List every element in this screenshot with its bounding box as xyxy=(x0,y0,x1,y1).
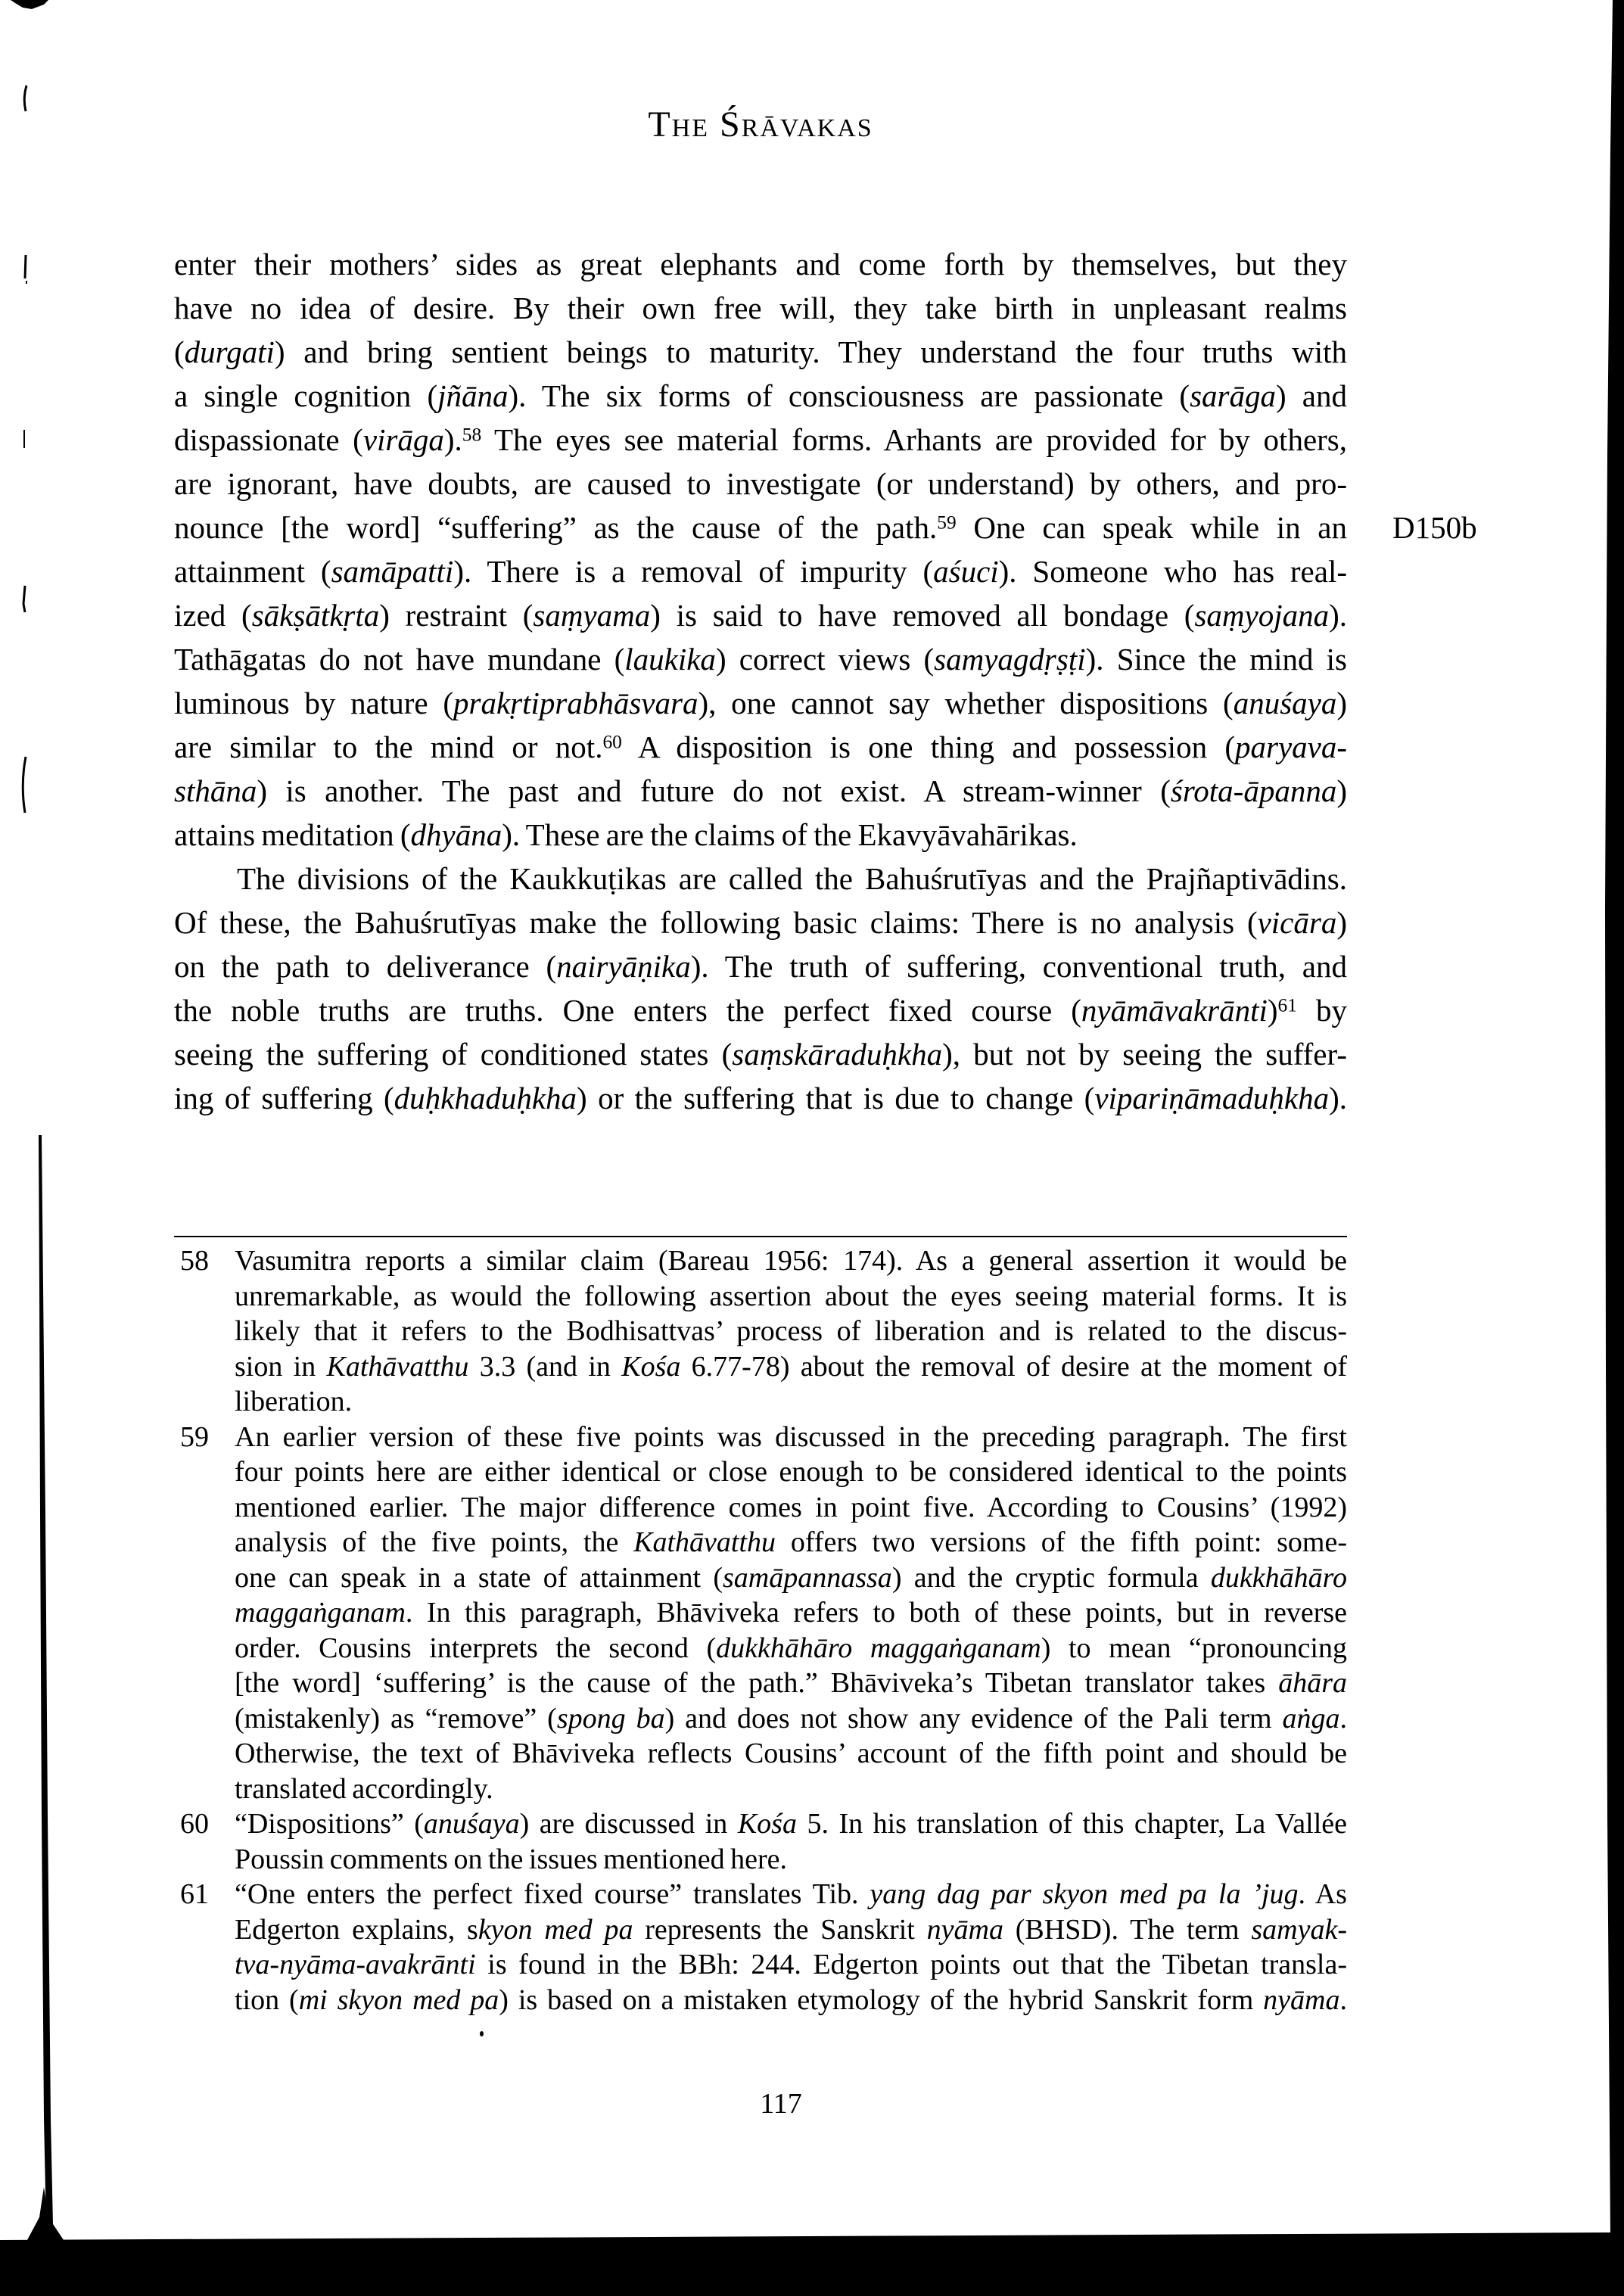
italic-term: vipariṇāmaduḥkha xyxy=(1094,1081,1330,1115)
margin-mark xyxy=(26,281,27,284)
text-line: Edgerton explains, skyon med pa represents the Sanskrit nyāma (BHSD). The term samyak- xyxy=(235,1913,1347,1946)
italic-term: āhāra xyxy=(1278,1667,1347,1699)
text-line: nounce [the word] “suffering” as the cause of the path.$^{59}$ One can speak while in an xyxy=(174,510,1347,545)
italic-term: virāga xyxy=(362,422,444,457)
italic-term: laukika xyxy=(624,642,716,677)
italic-term: Kośa xyxy=(621,1350,681,1383)
text-line: the noble truths are truths. One enters the perfect fixed course (nyāmāvakrānti)$^{61}$ by xyxy=(174,993,1347,1028)
text-line: (mistakenly) as “remove” (spong ba) and does not show any evidence of the Pali term aṅga. xyxy=(235,1702,1348,1734)
text-line: Otherwise, the text of Bhāviveka reflects Cousins’ account of the fifth point and should be xyxy=(235,1738,1347,1769)
italic-term: prakṛtiprabhāsvara xyxy=(453,686,698,720)
bottom-left-shadow-spike xyxy=(27,2187,64,2240)
footnote-number: 59 xyxy=(180,1420,209,1453)
italic-term: mi skyon med pa xyxy=(298,1983,499,2016)
text-line: order. Cousins interprets the second (dukkhāhāro maggaṅganam) to mean “pronouncing xyxy=(235,1632,1347,1664)
footnote-separator xyxy=(174,1236,1347,1237)
italic-term: nairyāṇika xyxy=(556,949,691,984)
text-line: “Dispositions” (anuśaya) are discussed in Kośa 5. In his translation of this chapter, La Vallée xyxy=(235,1808,1347,1840)
italic-term: sthāna xyxy=(174,773,257,808)
italic-term: jñāna xyxy=(437,378,509,413)
text-line: on the path to deliverance (nairyāṇika). The truth of suffering, conventional truth, and xyxy=(174,949,1347,984)
italic-term: samāpannassa xyxy=(723,1561,892,1594)
text-line: one can speak in a state of attainment (samāpannassa) and the cryptic formula dukkhāhāro xyxy=(235,1561,1347,1594)
italic-term: śrota-āpanna xyxy=(1170,773,1337,808)
italic-term: duḥkhaduḥkha xyxy=(394,1081,577,1115)
text-line: Vasumitra reports a similar claim (Bareau 1956: 174). As a general assertion it would be xyxy=(235,1245,1347,1277)
italic-term: anuśaya xyxy=(1233,686,1337,720)
left-binding-edge-line xyxy=(39,1135,53,2225)
text-line: a single cognition (jñāna). The six forms of consciousness are passionate (sarāga) and xyxy=(174,378,1347,413)
footnote-text xyxy=(235,1806,1347,1877)
text-line: seeing the suffering of conditioned states (saṃskāraduḥkha), but not by seeing the suffer- xyxy=(174,1037,1347,1072)
italic-term: saṃyama xyxy=(533,598,651,633)
footnote-reference: 59 xyxy=(937,512,957,534)
text-line: unremarkable, as would the following assertion about the eyes seeing material forms. It is xyxy=(235,1280,1347,1312)
text-line: attainment (samāpatti). There is a removal of impurity (aśuci). Someone who has real- xyxy=(174,554,1347,589)
italic-term: durgati xyxy=(184,334,275,369)
footnote xyxy=(174,1243,1347,1420)
text-line: [the word] ‘suffering’ is the cause of the path.” Bhāviveka’s Tibetan translator takes āhāra xyxy=(235,1667,1347,1699)
text-line: Of these, the Bahuśrutīyas make the following basic claims: There is no analysis (vicāra) xyxy=(174,905,1347,940)
footnote xyxy=(174,1877,1347,2018)
text-line: tion (mi skyon med pa) is based on a mistaken etymology of the hybrid Sanskrit form nyāma. xyxy=(235,1983,1347,2016)
footnote-text xyxy=(235,1243,1347,1420)
italic-term: nyāma xyxy=(1263,1983,1340,2016)
text-line: An earlier version of these five points was discussed in the preceding paragraph. The first xyxy=(235,1420,1347,1453)
italic-term: sarāga xyxy=(1190,378,1276,413)
text-line: four points here are either identical or close enough to be considered identical to the points xyxy=(235,1456,1347,1488)
text-line: “One enters the perfect fixed course” translates Tib. yang dag par skyon med pa la ’jug. As xyxy=(235,1878,1347,1910)
stray-ink-dot xyxy=(480,2031,484,2036)
footnote-text xyxy=(235,1877,1347,2018)
text-line: translated accordingly. xyxy=(235,1772,493,1805)
italic-term: nyāmāvakrānti xyxy=(1081,993,1268,1028)
italic-term: saṃyojana xyxy=(1194,598,1330,633)
italic-term: spong ba xyxy=(556,1702,665,1734)
footnote-reference: 61 xyxy=(1277,994,1297,1016)
text-line: are similar to the mind or not.$^{60}$ A disposition is one thing and possession (paryava- xyxy=(174,730,1347,764)
paragraph xyxy=(174,857,1347,1120)
text-line: attains meditation (dhyāna). These are the claims of the Ekavyāvahārikas. xyxy=(174,817,1078,852)
text-line: ized (sākṣātkṛta) restraint (saṃyama) is said to have removed all bondage (saṃyojana). xyxy=(174,598,1347,633)
italic-term: Kośa xyxy=(737,1808,797,1840)
text-line: enter their mothers’ sides as great elephants and come forth by themselves, but they xyxy=(174,247,1347,282)
footnote xyxy=(174,1420,1347,1807)
footnote-reference: 58 xyxy=(462,424,482,446)
italic-term: sākṣātkṛta xyxy=(251,598,380,633)
text-line: are ignorant, have doubts, are caused to investigate (or understand) by others, and pro- xyxy=(174,466,1347,501)
text-line: luminous by nature (prakṛtiprabhāsvara), one cannot say whether dispositions (anuśaya) xyxy=(174,686,1347,720)
italic-term: maggaṅganam xyxy=(235,1597,406,1629)
italic-term: aśuci xyxy=(933,554,999,589)
italic-term: aṅga xyxy=(1282,1702,1340,1734)
footnote xyxy=(174,1806,1347,1877)
text-line: analysis of the five points, the Kathāvatthu offers two versions of the fifth point: some- xyxy=(235,1526,1347,1558)
italic-term: yang dag par skyon med pa la ’jug xyxy=(870,1878,1299,1910)
text-line: ing of suffering (duḥkhaduḥkha) or the suffering that is due to change (vipariṇāmaduḥkha). xyxy=(174,1081,1347,1115)
paragraph xyxy=(174,242,1347,857)
footnote-reference: 60 xyxy=(602,731,622,753)
italic-term: vicāra xyxy=(1257,905,1337,940)
italic-term: dhyāna xyxy=(410,817,502,852)
italic-term: tva-nyāma-avakrānti xyxy=(235,1949,476,1980)
text-line: The divisions of the Kaukkuṭikas are called the Bahuśrutīyas and the Prajñaptivādins. xyxy=(237,861,1347,896)
italic-term: Kathāvatthu xyxy=(633,1526,776,1558)
text-line: tva-nyāma-avakrānti is found in the BBh: 244. Edgerton points out that the Tibetan transla- xyxy=(235,1949,1347,1980)
footnote-number: 61 xyxy=(180,1878,209,1910)
page-number: 117 xyxy=(760,2088,802,2120)
text-line: sthāna) is another. The past and future do not exist. A stream-winner (śrota-āpanna) xyxy=(174,773,1347,808)
italic-term: dukkhāhāro maggaṅganam xyxy=(716,1632,1041,1664)
text-line: (durgati) and bring sentient beings to maturity. They understand the four truths with xyxy=(174,334,1347,369)
margin-mark xyxy=(23,586,25,612)
text-line: sion in Kathāvatthu 3.3 (and in Kośa 6.77-78) about the removal of desire at the moment of xyxy=(235,1350,1348,1383)
footnote-number: 60 xyxy=(180,1808,209,1840)
margin-mark xyxy=(25,255,26,278)
right-edge-shadow xyxy=(1605,0,1624,2296)
footnote-number: 58 xyxy=(180,1245,209,1277)
margin-mark xyxy=(23,757,26,813)
text-line: maggaṅganam. In this paragraph, Bhāviveka refers to both of these points, but in reverse xyxy=(235,1597,1347,1629)
italic-term: samyagdṛṣṭi xyxy=(934,642,1086,677)
italic-term: nyāma xyxy=(926,1913,1003,1946)
italic-term: Kathāvatthu xyxy=(326,1350,469,1383)
margin-mark xyxy=(24,86,26,111)
text-line: have no idea of desire. By their own free will, they take birth in unpleasant realms xyxy=(174,291,1347,325)
bottom-scan-border xyxy=(0,2232,1624,2296)
footnote-text xyxy=(235,1420,1347,1807)
italic-term: saṃskāraduḥkha xyxy=(732,1037,943,1072)
body-text xyxy=(174,242,1347,1120)
text-line: Poussin comments on the issues mentioned here. xyxy=(235,1843,787,1875)
top-left-corner-shadow xyxy=(11,0,48,9)
text-line: Tathāgatas do not have mundane (laukika) correct views (samyagdṛṣṭi). Since the mind is xyxy=(174,642,1347,677)
text-line: likely that it refers to the Bodhisattvas’ process of liberation and is related to the discus- xyxy=(235,1315,1347,1347)
italic-term: samyak- xyxy=(1251,1913,1347,1946)
italic-term: anuśaya xyxy=(423,1808,520,1840)
margin-reference-note: D150b xyxy=(1392,510,1477,545)
text-line: mentioned earlier. The major difference comes in point five. According to Cousins’ (1992) xyxy=(235,1491,1347,1523)
running-head: The Śrāvakas xyxy=(648,104,873,145)
italic-term: kyon med pa xyxy=(478,1913,633,1946)
italic-term: paryava- xyxy=(1234,730,1347,764)
footnotes xyxy=(174,1243,1347,2018)
text-line: dispassionate (virāga).$^{58}$ The eyes see material forms. Arhants are provided for by others, xyxy=(174,422,1347,457)
italic-term: dukkhāhāro xyxy=(1210,1561,1347,1594)
italic-term: samāpatti xyxy=(331,554,454,589)
text-line: liberation. xyxy=(235,1386,353,1417)
